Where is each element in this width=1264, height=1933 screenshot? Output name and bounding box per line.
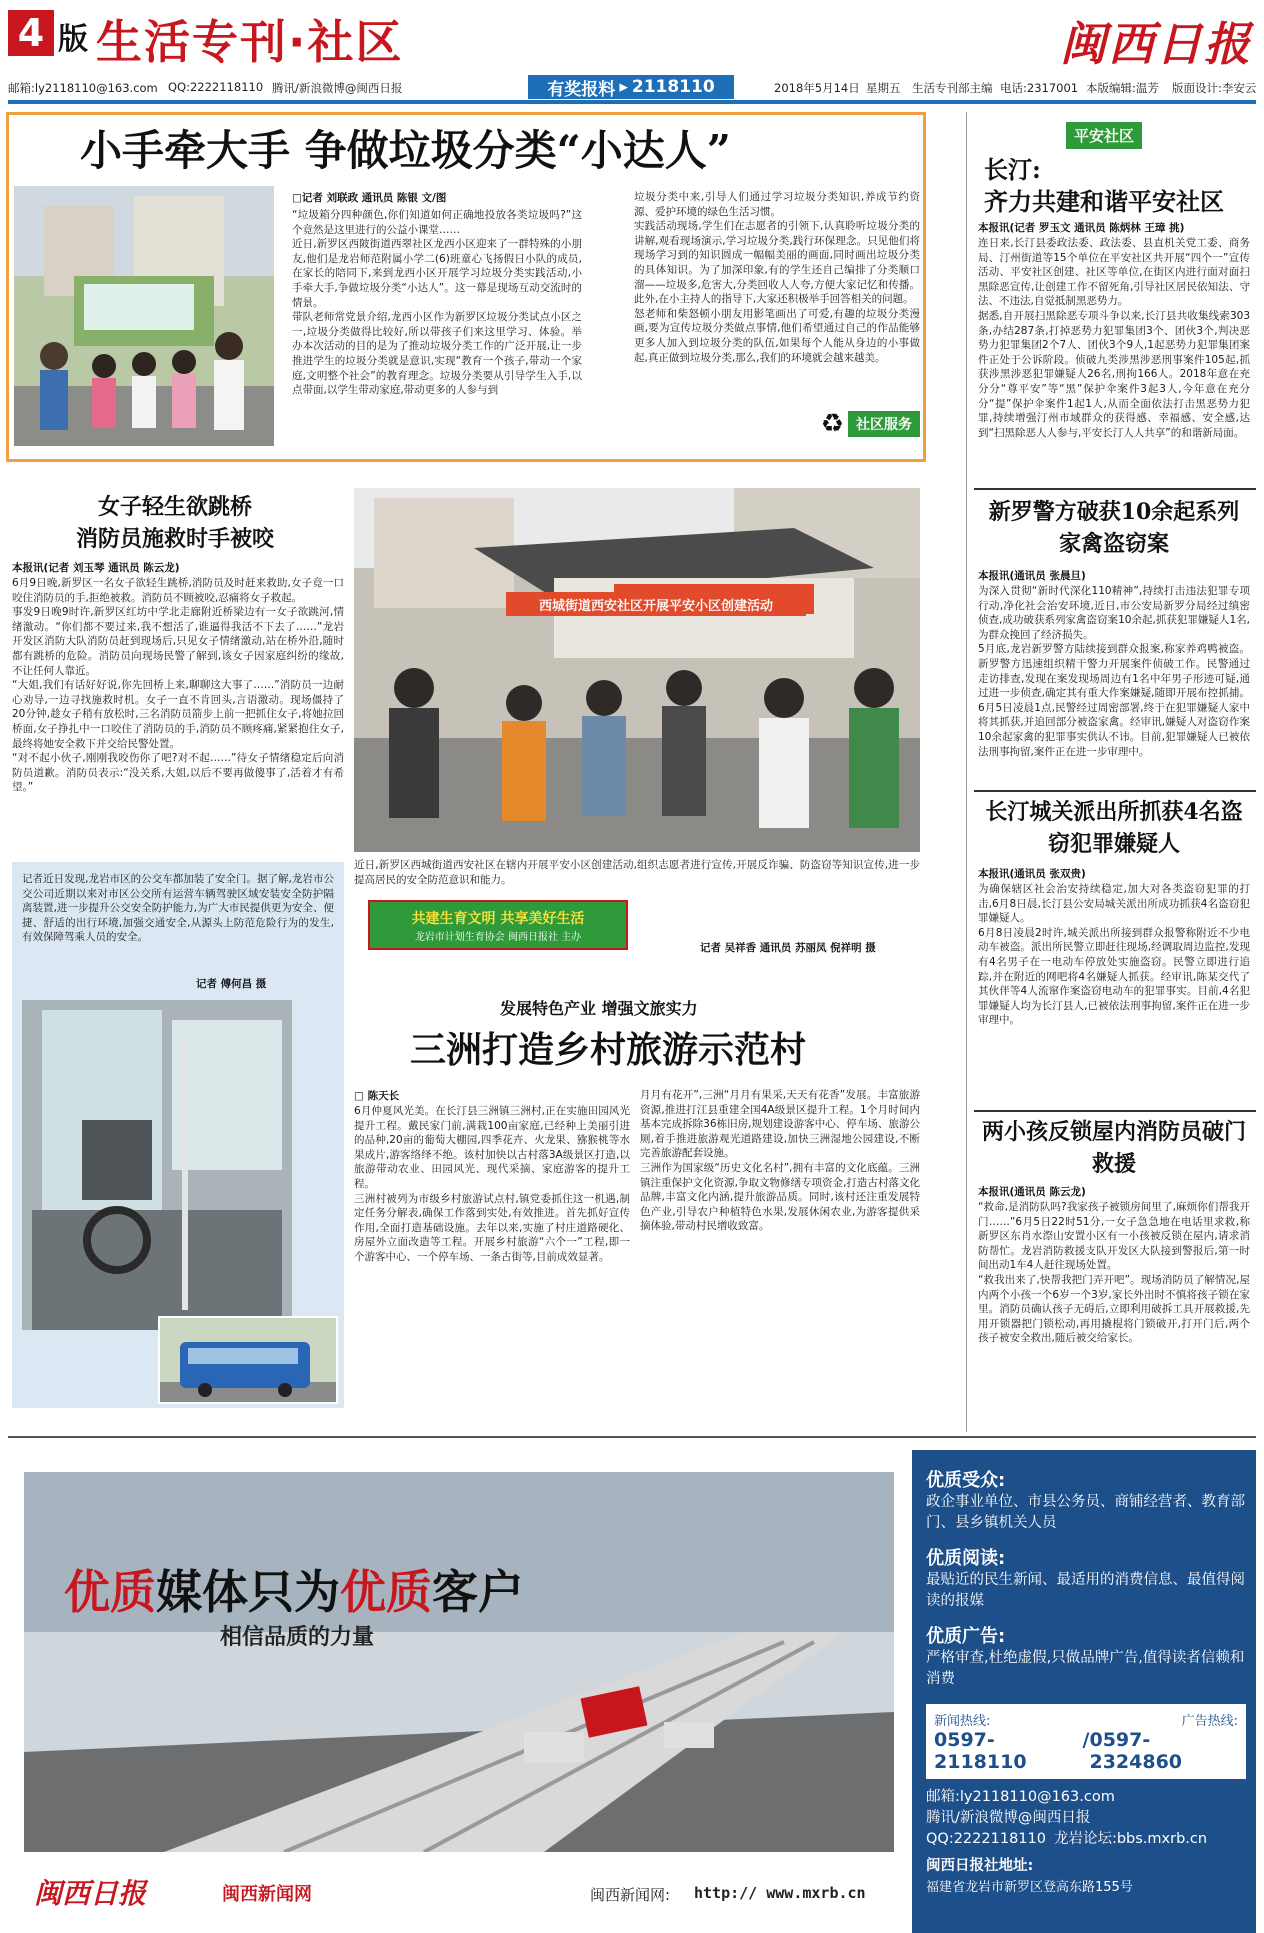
right-mid-body: 为深入贯彻“新时代深化110精神”,持续打击违法犯罪专项行动,净化社会治安环境,近日,市公安局新罗分局经过缜密侦查,成功破获系列家禽盗窃案10余起,抓获犯罪嫌疑人1名,为群众挽回了经济损失。 5月底,龙岩新罗警方陆续接到群众报案,称家养鸡鸭被盗。新罗警方迅速组织精干警力开展案件侦破工作。民警通过走访排查,发现在案发现场周边有1名中年男子形迹可疑,通过进一步侦查,确定其有重大作案嫌疑,随即开展布控抓捕。6月5日凌晨1点,民警经过周密部署,终于在犯罪嫌疑人家中将其抓获,并追回部分被盗家禽。经审讯,嫌疑人对盗窃作案10余起家禽的犯罪事实供认不讳。目前,犯罪嫌疑人已被依法刑事拘留,案件正在进一步审理中。 bbox=[978, 585, 1250, 758]
brand-logo: 闽西日报 bbox=[1060, 17, 1252, 71]
civility-banner-sub: 龙岩市计划生育协会 闽西日报社 主办 bbox=[414, 931, 582, 943]
ad-reading-text: 最贴近的民生新闻、最适用的消费信息、最值得阅读的报媒 bbox=[926, 1572, 1245, 1609]
right-top-body: 连日来,长汀县委政法委、政法委、县直机关党工委、商务局、汀州街道等15个单位在平安社区共开展“四个一”宣传活动、平安社区创建、社区等单位,在街区内进行面对面扫黑除恶宣传,让创建工作不留死角,引导社区居民依知法、守法、不违法,自觉抵制黑恶势力。 据悉,自开展扫黑除恶专项斗争以来,长汀县共收集线索303条,办结287条,打掉恶势力犯罪集团3个、团伙3个,判决恶势力犯罪集团2个7人、团伙3个9人,1起恶势力犯罪集团案件正处于公诉阶段。侦破九类涉黑涉恶刑事案件105起,抓获涉黑涉恶犯罪嫌疑人26名,刑拘166人。2018年意在充分分“尊平安”等“黑”保护伞案件3起3人,今年意在充分分“提”保护伞案件1起1人,从而全面依法打击黑恶势力犯罪,持续增强汀州市域群众的获得感、幸福感、安全感,达到“扫黑除恶人人参与,平安长汀人人共享”的和谐新局面。 bbox=[978, 237, 1250, 439]
hotline-number: 2118110 bbox=[631, 77, 715, 97]
ad-audience-heading: 优质受众: bbox=[926, 1470, 1006, 1491]
section-title: 生活专刊·社区 bbox=[96, 15, 404, 69]
ad-hotline-label: 广告热线: bbox=[1181, 1714, 1238, 1729]
ad-runway-visual bbox=[24, 1472, 894, 1852]
column-rule-right bbox=[966, 112, 967, 1432]
right-top-headline-2: 齐力共建和谐平安社区 bbox=[984, 187, 1224, 216]
arrow-icon: ▸ bbox=[619, 77, 628, 97]
ad-hotline-number: 0597-2324860 bbox=[1089, 1729, 1183, 1773]
ad-mail: 邮箱:ly2118110@163.com bbox=[926, 1789, 1115, 1805]
runway-illustration bbox=[24, 1472, 894, 1852]
tourism-body-col2: 月月有花开”,三洲“月月有果采,天天有花香”发展。丰富旅游资源,推进打江县重建全国4A级景区提升工程。1个月时间内基本完成拆除36栋旧房,规划建设游客中心、停车场、旅游公厕,着手推进旅游观光道路建设,加快三洲湿地公园建设,不断完善旅游配套设施。 三洲作为国家级“历史文化名村”,拥有丰富的文化底蕴。三洲镇注重保护文化资源,争取文物修缮专项资金,打造古村落文化品牌,丰富文化内涵,提升旅游品质。同时,该村还注重发展特色产业,引导农户种植特色水果,发展休闲农业,为游客提供采摘体验,带动村民增收致富。 bbox=[640, 1089, 920, 1233]
right-top-byline: 本报讯(记者 罗玉文 通讯员 陈炳林 王璋 挑) bbox=[978, 222, 1185, 234]
news-hotline-number: 0597-2118110 bbox=[934, 1729, 1027, 1773]
center-event-photo bbox=[354, 488, 920, 852]
masthead-phone: 电话:2317001 bbox=[1000, 81, 1079, 95]
divider bbox=[974, 790, 1256, 792]
lead-photo bbox=[14, 186, 274, 446]
ad-weibo: 腾讯/新浪微博@闽西日报 bbox=[926, 1810, 1091, 1826]
left-mid-byline: 本报讯(记者 刘玉琴 通讯员 陈云龙) bbox=[12, 562, 180, 574]
right-mid2-headline: 长汀城关派出所抓获4名盗窃犯罪嫌疑人 bbox=[985, 799, 1243, 857]
right-mid2-byline: 本报讯(通讯员 张双贵) bbox=[978, 868, 1086, 880]
page-label: 版 bbox=[58, 22, 88, 57]
civility-banner bbox=[368, 900, 628, 950]
masthead-rule bbox=[8, 100, 1256, 104]
right-bottom-headline: 两小孩反锁屋内消防员破门救援 bbox=[981, 1119, 1246, 1177]
community-service-label: 社区服务 bbox=[848, 411, 920, 437]
bus-interior-photo bbox=[22, 1000, 292, 1330]
tourism-headline: 三洲打造乡村旅游示范村 bbox=[410, 1029, 807, 1071]
right-bottom-byline: 本报讯(通讯员 陈云龙) bbox=[978, 1186, 1086, 1198]
news-hotline-label: 新闻热线: bbox=[934, 1714, 991, 1729]
ad-site-url[interactable]: http:// www.mxrb.cn bbox=[694, 1884, 866, 1902]
ad-quality-text: 严格审查,杜绝虚假,只做品牌广告,值得读者信赖和消费 bbox=[926, 1650, 1245, 1687]
right-top-headline-1: 长汀: bbox=[984, 155, 1041, 184]
divider bbox=[974, 488, 1256, 490]
mascot-icon: ♻ bbox=[820, 409, 844, 439]
tourism-body-col1: 6月仲夏风光美。在长汀县三洲镇三洲村,正在实施田园风光提升工程。戴民家门前,满栽100亩家庭,已经种上美丽引进的品种,20亩的葡萄大棚园,四季花卉、火龙果、猕猴桃等水果成片,游客络绎不绝。该村加快以古村落3A级景区打造,以旅游带动农业、田园风光、现代采摘、家庭游客的提升工程。 三洲村被列为市级乡村旅游试点村,镇党委抓住这一机遇,制定任务分解表,确保工作落到实处,有效推进。首先抓好宣传作用,全面打造基础设施。去年以来,实施了村庄道路硬化、房屋外立面改造等工程。开展乡村旅游“六个一”工程,即一个游客中心、一个停车场、一条古街等,目前成效显著。 bbox=[354, 1105, 630, 1263]
tourism-byline: □ 陈天长 bbox=[354, 1090, 400, 1102]
bus-exterior-photo bbox=[158, 1316, 338, 1404]
masthead-editor: 生活专刊部主编 bbox=[912, 81, 993, 95]
bus-interior-illustration bbox=[22, 1000, 292, 1330]
tourism-kicker: 发展特色产业 增强文旅实力 bbox=[500, 999, 698, 1018]
ad-slogan bbox=[64, 1556, 524, 1622]
left-mid-headline-1: 女子轻生欲跳桥 bbox=[97, 494, 252, 520]
ad-reading-heading: 优质阅读: bbox=[926, 1548, 1006, 1569]
bus-story-byline: 记者 傅何昌 摄 bbox=[196, 978, 267, 990]
left-mid-headline-2: 消防员施救时手被咬 bbox=[75, 526, 274, 552]
bus-exterior-illustration bbox=[160, 1318, 338, 1404]
ad-site-label: 闽西新闻网: bbox=[590, 1886, 671, 1904]
page-number-badge: 4 bbox=[8, 10, 54, 56]
center-photo-banner: 西城街道西安社区开展平安小区创建活动 bbox=[506, 592, 806, 616]
lead-headline: 小手牵大手 争做垃圾分类“小达人” bbox=[80, 126, 731, 175]
ad-forum: 龙岩论坛:bbs.mxrb.cn bbox=[1053, 1831, 1208, 1847]
masthead-weekday: 星期五 bbox=[866, 81, 901, 95]
masthead-design: 版面设计:李安云 bbox=[1172, 81, 1257, 95]
right-bottom-body: “救命,是消防队吗?我家孩子被锁房间里了,麻烦你们帮我开门……”6月5日22时51分,一女子急急地在电话里求救,称新罗区东肖水漈山安置小区有一小孩被反锁在屋内,请求消防帮忙。龙岩消防救援支队开发区大队接到警报后,第一时间出动1车4人赶往现场处置。 “救我出来了,快帮我把门弄开吧”。现场消防员了解情况,屋内两个小孩一个6岁一个3岁,家长外出时不慎将孩子锁在家里。消防员确认孩子无碍后,立即利用破拆工具开展救援,先用开锁器把门锁松动,再用撬棍将门锁破开,打开门后,两个孩子被安全救出,随后被交给家长。 bbox=[978, 1201, 1250, 1345]
ad-qq: QQ:2222118110 bbox=[926, 1831, 1046, 1847]
masthead-weibo: 腾讯/新浪微博@闽西日报 bbox=[272, 81, 403, 95]
ad-audience-text: 政企事业单位、市县公务员、商铺经营者、教育部门、县乡镇机关人员 bbox=[926, 1494, 1245, 1531]
center-event-illustration bbox=[354, 488, 920, 852]
ad-info-content bbox=[926, 1466, 1246, 1926]
safe-community-tag: 平安社区 bbox=[1066, 122, 1142, 149]
ad-slogan-part4: 客户 bbox=[432, 1565, 524, 1619]
masthead-email: 邮箱:ly2118110@163.com bbox=[8, 81, 158, 95]
right-mid-byline: 本报讯(通讯员 张晨旦) bbox=[978, 570, 1086, 582]
ad-hotline-box: 新闻热线: 广告热线: 0597-2118110 / 0597-2324860 bbox=[926, 1704, 1246, 1779]
center-photo-caption: 近日,新罗区西城街道西安社区在辖内开展平安小区创建活动,组织志愿者进行宣传,开展反诈骗、防盗窃等知识宣传,进一步提高居民的安全防范意识和能力。 bbox=[354, 859, 920, 886]
ad-brand2: 闽西新闻网 bbox=[222, 1884, 312, 1905]
divider bbox=[974, 1110, 1256, 1112]
ad-tagline: 相信品质的力量 bbox=[220, 1624, 375, 1650]
ad-slogan-part3: 优质 bbox=[340, 1565, 432, 1619]
center-photo-byline: 记者 吴祥香 通讯员 苏丽凤 倪祥明 摄 bbox=[700, 942, 876, 954]
ad-divider bbox=[8, 1436, 1256, 1438]
ad-brand-logo: 闽西日报 bbox=[34, 1877, 147, 1910]
left-mid-body: 6月9日晚,新罗区一名女子欲轻生跳桥,消防员及时赶来救助,女子竟一口咬住消防员的手,拒绝被救。消防员不顾被咬,忍痛将女子救起。 事发9日晚9时许,新罗区红坊中学北走廊附近桥梁边有一女子欲跳河,情绪激动。“你们都不要过来,我不想活了,谁逼得我活不下去了……”龙岩开发区消防大队消防员赶到现场后,只见女子情绪激动,站在桥外沿,随时都有跳桥的危险。消防员向现场民警了解到,该女子因家庭纠纷的缘故,不让任何人靠近。 “大姐,我们有话好好说,你先回桥上来,聊聊这大事了……”消防员一边耐心劝导,一边寻找施救时机。女子一直不肯回头,言语激动。现场僵持了20分钟,趁女子稍有放松时,三名消防员箭步上前一把抓住女子,将她拉回桥面,女子挣扎中一口咬住了消防员的手,消防员不顾疼痛,紧紧抱住女子,最终将她安全救下并交给民警处置。 “对不起小伙子,刚刚我咬伤你了吧?对不起……”待女子情绪稳定后向消防员道歉。消防员表示:“没关系,大姐,以后不要再做傻事了,活着才有希望。” bbox=[12, 577, 344, 794]
ad-quality-heading: 优质广告: bbox=[926, 1626, 1006, 1647]
right-mid2-body: 为确保辖区社会治安持续稳定,加大对各类盗窃犯罪的打击,6月8日晨,长汀县公安局城关派出所成功抓获4名盗窃犯罪嫌疑人。 6月8日凌晨2时许,城关派出所接到群众报警称附近不少电动车被盗。派出所民警立即赶往现场,经调取周边监控,发现有4名男子在一电动车停放处实施盗窃。民警立即进行追踪,并在附近的网吧将4名嫌疑人抓获。经审讯,陈某交代了其伙伴等4人流窜作案盗窃电动车的犯罪事实。目前,4名犯罪嫌疑人均为长汀县人,已被依法刑事拘留,案件正在进一步审理中。 bbox=[978, 883, 1250, 1027]
ad-slogan-part2: 媒体只为 bbox=[156, 1565, 340, 1619]
ad-address: 福建省龙岩市新罗区登高东路155号 bbox=[926, 1880, 1133, 1895]
ad-address-label: 闽西日报社地址: bbox=[926, 1858, 1034, 1874]
civility-banner-title: 共建生育文明 共享美好生活 bbox=[411, 910, 585, 927]
bus-story-body: 记者近日发现,龙岩市区的公交车都加装了安全门。据了解,龙岩市公交公司近期以来对市区公交所有运营车辆驾驶区域安装安全防护隔离装置,进一步提升公交安全防护能力,为广大市民提供更为安全、便捷、舒适的出行环境,加强交通安全,从源头上防范危险行为的发生,有效保障驾乘人员的安全。 bbox=[22, 873, 334, 944]
lead-photo-illustration bbox=[14, 186, 274, 446]
lead-body-col1: “垃圾箱分四种颜色,你们知道如何正确地投放各类垃圾吗?”这个竟然是这里进行的公益小课堂…… 近日,新罗区西陂街道西翠社区龙西小区迎来了一群特殊的小朋友,他们是龙岩师范附属小学二(6)班童心飞扬假日小队的成员,在家长的陪同下,来到龙西小区开展学习垃圾分类实践活动,小手牵大手,争做垃圾分类“小达人”。这一幕是现场互动交流时的情景。 带队老师常党景介绍,龙西小区作为新罗区垃圾分类试点小区之一,垃圾分类做得比较好,所以带孩子们来这里学习、体验。举办本次活动的目的是为了推动垃圾分类工作的广泛开展,让一步推进学生的垃圾分类就是意识,实现“教育一个孩子,带动一个家庭,文明整个社会”的教育理念。垃圾分类要从引导学生入手,以点带面,以学生带动家庭,带动更多的人参与到 bbox=[292, 209, 582, 397]
lead-body-col2: 垃圾分类中来,引导人们通过学习垃圾分类知识,养成节约资源、爱护环境的绿色生活习惯。 实践活动现场,学生们在志愿者的引领下,认真聆听垃圾分类的讲解,观看现场演示,学习垃圾分类,践行环保理念。只见他们将现场学习到的知识圆成一幅幅美丽的画面,同时画出垃圾分类的具体知识。为了加深印象,有的学生还自己编排了分类顺口溜——垃圾多,危害大,分类回收人人夸,方便大家记忆和传播。此外,在小主持人的指导下,大家还积极举手回答相关的问题。 怒老师和柴怒顿小朋友用影笔画出了可爱,有趣的垃圾分类漫画,要为宣传垃圾分类做点事情,他们希望通过自己的作品能够更多人加入到垃圾分类的队伍,如果每个人能从身边的小事做起,真正做到垃圾分类,那么,我们的环境就会越来越美。 bbox=[634, 191, 920, 364]
lead-byline: □记者 刘联政 通讯员 陈银 文/图 bbox=[292, 192, 447, 204]
masthead-date: 2018年5月14日 bbox=[774, 81, 860, 95]
hotline-label: 有奖报料 bbox=[547, 79, 616, 100]
masthead-edit-line: 本版编辑:温芳 bbox=[1086, 81, 1159, 95]
masthead-qq: QQ:2222118110 bbox=[168, 80, 264, 94]
right-mid-headline: 新罗警方破获10余起系列家禽盗窃案 bbox=[988, 499, 1240, 557]
ad-slogan-part1: 优质 bbox=[64, 1565, 156, 1619]
hotline-banner bbox=[528, 75, 734, 99]
community-service-badge bbox=[792, 404, 920, 444]
